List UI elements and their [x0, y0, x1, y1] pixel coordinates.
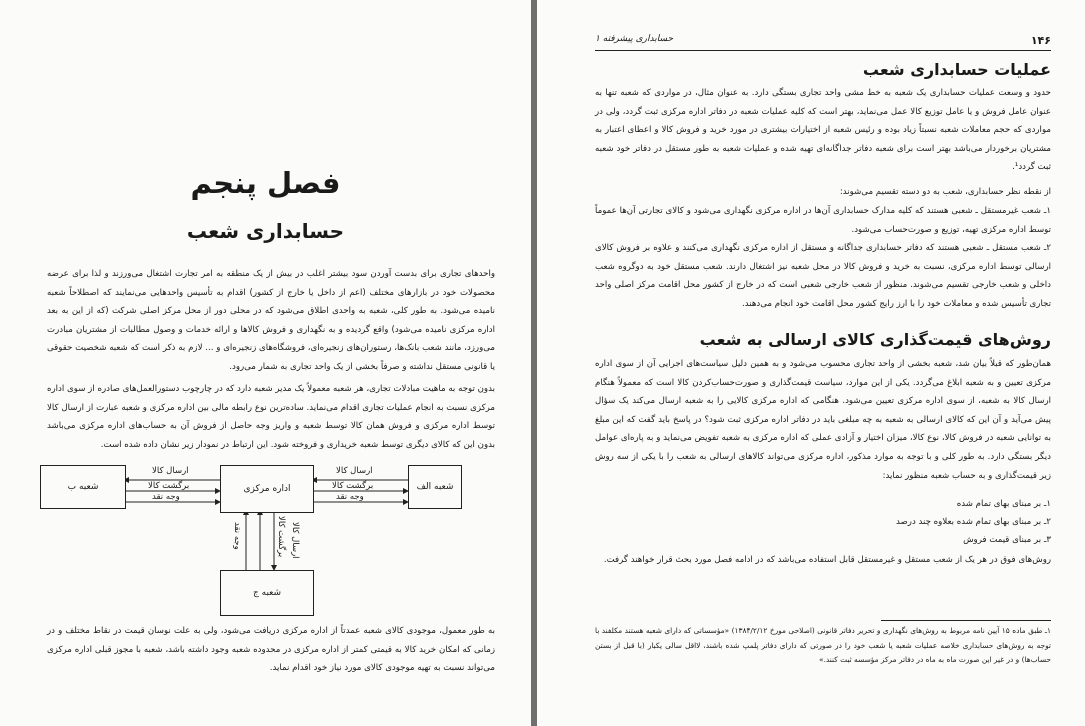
branch-a-label: شعبه الف: [416, 482, 454, 492]
label-return-b: برگشت کالا: [148, 481, 190, 491]
intro-paragraph: واحدهای تجاری برای بدست آوردن سود بیشتر اغلب در بیش از یک منطقه به امر تجارت اشتغال می‌ورزند و لذا برای عرضه محصولات خود در بازارهای مختلف (اعم از داخل یا خارج از کشور) اقدام به تأسیس واحدهایی می‌نمایند که اصطلاحاً شعبه نامیده می‌شود. به طور کلی، شعبه به واحدی اطلاق می‌شود که در محلی دور از محل مرکز اصلی شرکت (که از این به بعد اداره مرکزی نامیده می‌شود) واقع گردیده و به نگهداری و فروش کالاها و ارائه خدمات و وصول مطالبات از مشتریان مبادرت می‌ورزد، مانند شعب بانک‌ها، رستوران‌های زنجیره‌ای، فروشگاه‌های زنجیره‌ای و ... لازم به ذکر است که شعبه شخصیت حقوقی یا قانونی مستقل نداشته و صرفاً بخشی از یک واحد تجاری به شمار می‌رود.: [47, 269, 495, 372]
branch-a-box: [408, 465, 462, 509]
pricing-method-1: ۱ـ بر مبنای بهای تمام شده: [956, 499, 1051, 509]
footnote: ۱ـ طبق ماده ۱۵ آیین نامه مربوط به روش‌های نگهداری و تحریر دفاتر قانونی (اصلاحی مورخ ۱۳۸۴/۲/۱۲) «مؤسساتی که دارای شعبه هستند مکلفند با توجه به روش‌های حسابداری خلاصه عملیات شعبه یا شعب خود را در صورتی که دارای دفاتر پلمپ شده باشند، لااقل سالی یکبار (با قبل از بستن حساب‌ها) و در غیر این صورت ماه به ماه در دفاتر مرکز مؤسسه ثبت کنند.»: [595, 626, 1052, 664]
head-office-box: [220, 465, 314, 513]
paragraph-2: از نقطه نظر حسابداری، شعب به دو دسته تقسیم می‌شوند:: [839, 187, 1051, 197]
chapter-title: فصل پنجم: [190, 166, 341, 200]
branch-c-label: شعبه ج: [252, 588, 282, 598]
pricing-method-3: ۳ـ بر مبنای قیمت فروش: [963, 535, 1051, 545]
label-send-c: ارسال کالا: [290, 522, 300, 559]
branch-flow-diagram: [40, 460, 460, 620]
heading-branch-accounting: عملیات حسابداری شعب: [862, 60, 1051, 79]
heading-pricing-methods: روش‌های قیمت‌گذاری کالای ارسالی به شعب: [699, 330, 1051, 349]
label-cash-b: وجه نقد: [152, 492, 180, 502]
footnote-rule: [881, 620, 1051, 621]
branch-type-item-2: ۲ـ شعب مستقل ـ شعبی هستند که دفاتر حسابداری جداگانه و مستقل از اداره مرکزی نگهداری می‌کنند و علاوه بر فروش کالای ارسالی توسط اداره مرکزی، نسبت به خرید و فروش کالا در محل شعبه نیز اشتغال دارند. شعب مستقل خود به دوگروه شعب داخلی و شعب خارجی تقسیم می‌شوند. منظور از شعب خارجی شعبی است که در خارج از کشور محل اقامت مرکز اصلی واحد تجاری تأسیس شده و معاملات خود را با ارز رایج کشور محل اقامت خود انجام می‌دهند.: [595, 243, 1051, 309]
head-office-label: اداره مرکزی: [243, 484, 291, 494]
label-return-c: برگشت کالا: [276, 516, 286, 558]
branch-b-box: [40, 465, 126, 509]
label-send-a: ارسال کالا: [336, 466, 373, 476]
label-send-b: ارسال کالا: [152, 466, 189, 476]
branch-c-box: [220, 570, 314, 616]
branch-b-label: شعبه ب: [67, 482, 99, 492]
right-page: [537, 0, 1085, 726]
second-paragraph: بدون توجه به ماهیت مبادلات تجاری، هر شعبه معمولاً یک مدیر شعبه دارد که در چارچوب دستورالعمل‌های صادره از سوی اداره مرکزی نسبت به انجام عملیات تجاری اقدام می‌نماید. ساده‌ترین نوع رابطه مالی بین اداره مرکزی و شعبه عبارت از ارسال کالا توسط اداره مرکزی و فروش همان کالا توسط شعبه و واریز وجه حاصل از فروش آن به حساب‌های اداره مرکزی می‌باشد بدون این که کالای دیگری توسط شعبه خریداری و فروخته شود. این ارتباط در نمودار زیر نشان داده شده است.: [47, 384, 495, 450]
page-number: ۱۴۶: [1030, 34, 1051, 47]
paragraph-3: همان‌طور که قبلاً بیان شد، شعبه بخشی از واحد تجاری محسوب می‌شود و به همین دلیل سیاست‌های اجرایی آن از سوی اداره مرکزی تعیین و به شعبه ابلاغ می‌گردد. یکی از این موارد، سیاست قیمت‌گذاری و صورت‌حساب‌کردن کالا است که معمولاً هنگام ارسال کالا به شعبه، از سوی اداره مرکزی تعیین می‌شود. هنگامی که اداره مرکزی کالایی را به شعبه ارسال می‌کند یک سؤال پیش می‌آید و آن این که کالای ارسالی به شعبه به چه مبلغی باید در دفاتر اداره مرکزی ثبت شود؟ در پاسخ باید گفت که این مبلغ به توانایی شعبه در فروش کالا، نوع کالا، میزان اختیار و آزادی عملی که اداره مرکزی به شعبه تفویض می‌نماید و به پاره‌ای عوامل دیگر بستگی دارد. به طور کلی و با توجه به موارد مذکور، اداره مرکزی می‌تواند کالاهای ارسالی به شعب را با یکی از سه روش زیر قیمت‌گذاری و به حساب شعبه منظور نماید:: [595, 359, 1051, 481]
left-page: [0, 0, 531, 726]
branch-type-item-1: ۱ـ شعب غیرمستقل ـ شعبی هستند که کلیه مدارک حسابداری آن‌ها در اداره مرکزی نگهداری می‌شود و کالای تجارتی آن‌ها عموماً توسط اداره مرکزی تهیه، توزیع و صورت‌حساب می‌شود.: [595, 206, 1051, 235]
page-header: [595, 34, 1051, 51]
running-head: حسابداری پیشرفته ۱: [595, 34, 674, 44]
bottom-paragraph: به طور معمول، موجودی کالای شعبه عمدتاً از اداره مرکزی دریافت می‌شود، ولی به علت نوسان قیمت در نقاط مختلف و در زمانی که امکان خرید کالا به قیمتی کمتر از اداره مرکزی در محدوده شعبه وجود داشته باشد، شعبه با مجوز قبلی اداره مرکزی می‌تواند نسبت به تهیه موجودی کالای مورد نیاز خود اقدام نماید.: [47, 626, 495, 674]
label-cash-a: وجه نقد: [336, 492, 364, 502]
label-cash-c: وجه نقد: [232, 522, 242, 550]
section-title: حسابداری شعب: [186, 219, 345, 243]
paragraph-4: روش‌های فوق در هر یک از شعب مستقل و غیرمستقل قابل استفاده می‌باشد که در ادامه فصل مورد بحث قرار خواهند گرفت.: [603, 555, 1051, 565]
label-return-a: برگشت کالا: [332, 481, 374, 491]
paragraph-1: حدود و وسعت عملیات حسابداری یک شعبه به خط مشی واحد تجاری بستگی دارد. به عنوان مثال، در مواردی که شعبه تنها به عنوان عامل فروش و یا عامل توزیع کالا عمل می‌نماید، بهتر است که کلیه عملیات شعبه در دفاتر اداره مرکزی ثبت گردد، ولی در مواردی که حجم معاملات شعبه نسبتاً زیاد بوده و رئیس شعبه از اختیارات بیشتری در مورد خرید و فروش کالا و اعطای اعتبار به مشتریان برخوردار می‌باشد بهتر است برای شعبه دفاتر جداگانه‌ای تهیه شده و عملیات شعبه به طور مستقل در دفاتر خود شعبه ثبت گردد¹.: [595, 88, 1051, 173]
pricing-method-2: ۲ـ بر مبنای بهای تمام شده بعلاوه چند درصد: [896, 517, 1051, 527]
